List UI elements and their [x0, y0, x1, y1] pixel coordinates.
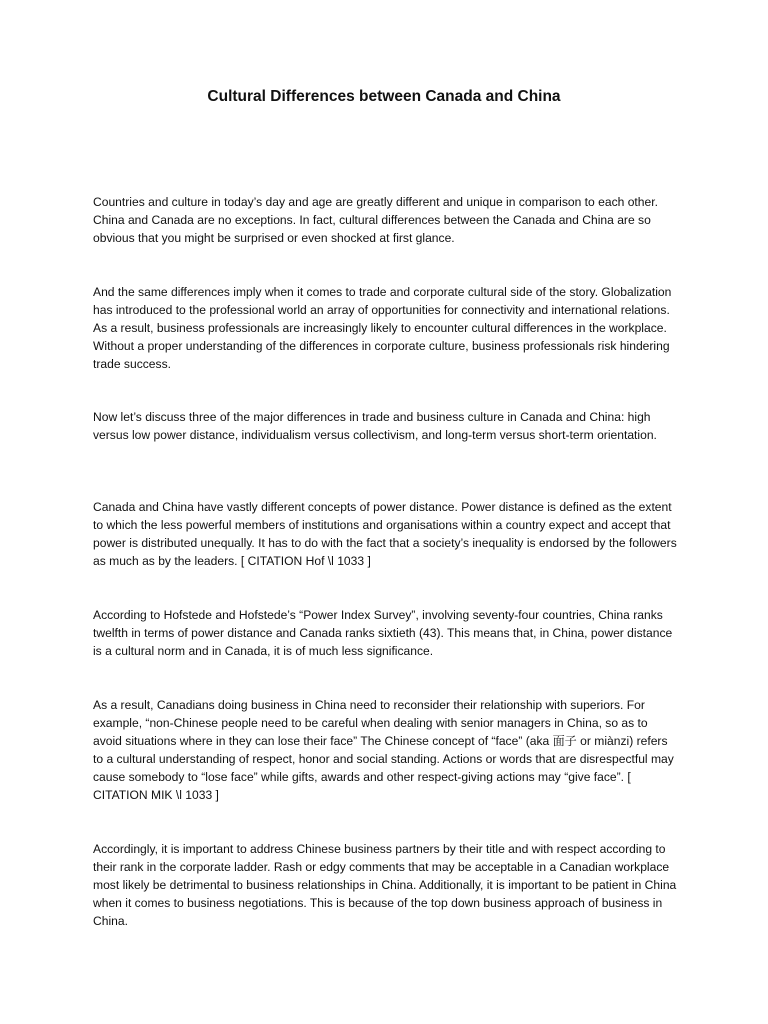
- paragraph-globalization: And the same differences imply when it comes to trade and corporate cultural side of the story. Globalization has introduced to the professional world an array of opportunities for connectivity and international relations. As a result, business professionals are increasingly likely to encounter cultural differences in the workplace. Without a proper understanding of the differences in corporate culture, business professionals risk hindering trade success.: [93, 285, 672, 371]
- document-title: Cultural Differences between Canada and China: [207, 88, 561, 105]
- paragraph-hofstede-survey: According to Hofstede and Hofstede’s “Power Index Survey”, involving seventy-four countries, China ranks twelfth in terms of power distance and Canada ranks sixtieth (43). This means that, in China, power distance is a cultural norm and in Canada, it is of much less significance.: [93, 608, 673, 658]
- paragraph-intro: Countries and culture in today’s day and age are greatly different and unique in comparison to each other. China and Canada are no exceptions. In fact, cultural differences between the Canada and China are so obvious that you might be surprised or even shocked at first glance.: [93, 195, 658, 245]
- paragraph-three-differences: Now let’s discuss three of the major differences in trade and business culture in Canada and China: high versus low power distance, individualism versus collectivism, and long-term versus short-term orientation.: [93, 410, 657, 442]
- paragraph-face-concept: As a result, Canadians doing business in China need to reconsider their relationship with superiors. For example, “non-Chinese people need to be careful when dealing with senior managers in China, so as to avoid situations where in they can lose their face” The Chinese concept of “face” (aka 面子 or miànzi) refers to a cultural understanding of respect, honor and social standing. Actions or words that are disrespectful may cause somebody to “lose face” while gifts, awards and other respect-giving actions may “give face”. [ CITATION MIK \l 1033 ]: [93, 698, 674, 802]
- paragraph-power-distance: Canada and China have vastly different concepts of power distance. Power distance is defined as the extent to which the less powerful members of institutions and organisations within a country expect and accept that power is distributed unequally. It has to do with the fact that a society’s inequality is endorsed by the followers as much as by the leaders. [ CITATION Hof \l 1033 ]: [93, 500, 677, 568]
- paragraph-business-etiquette: Accordingly, it is important to address Chinese business partners by their title and with respect according to their rank in the corporate ladder. Rash or edgy comments that may be acceptable in a Canadian workplace most likely be detrimental to business relationships in China. Additionally, it is important to be patient in China when it comes to business negotiations. This is because of the top down business approach of business in China.: [93, 842, 677, 928]
